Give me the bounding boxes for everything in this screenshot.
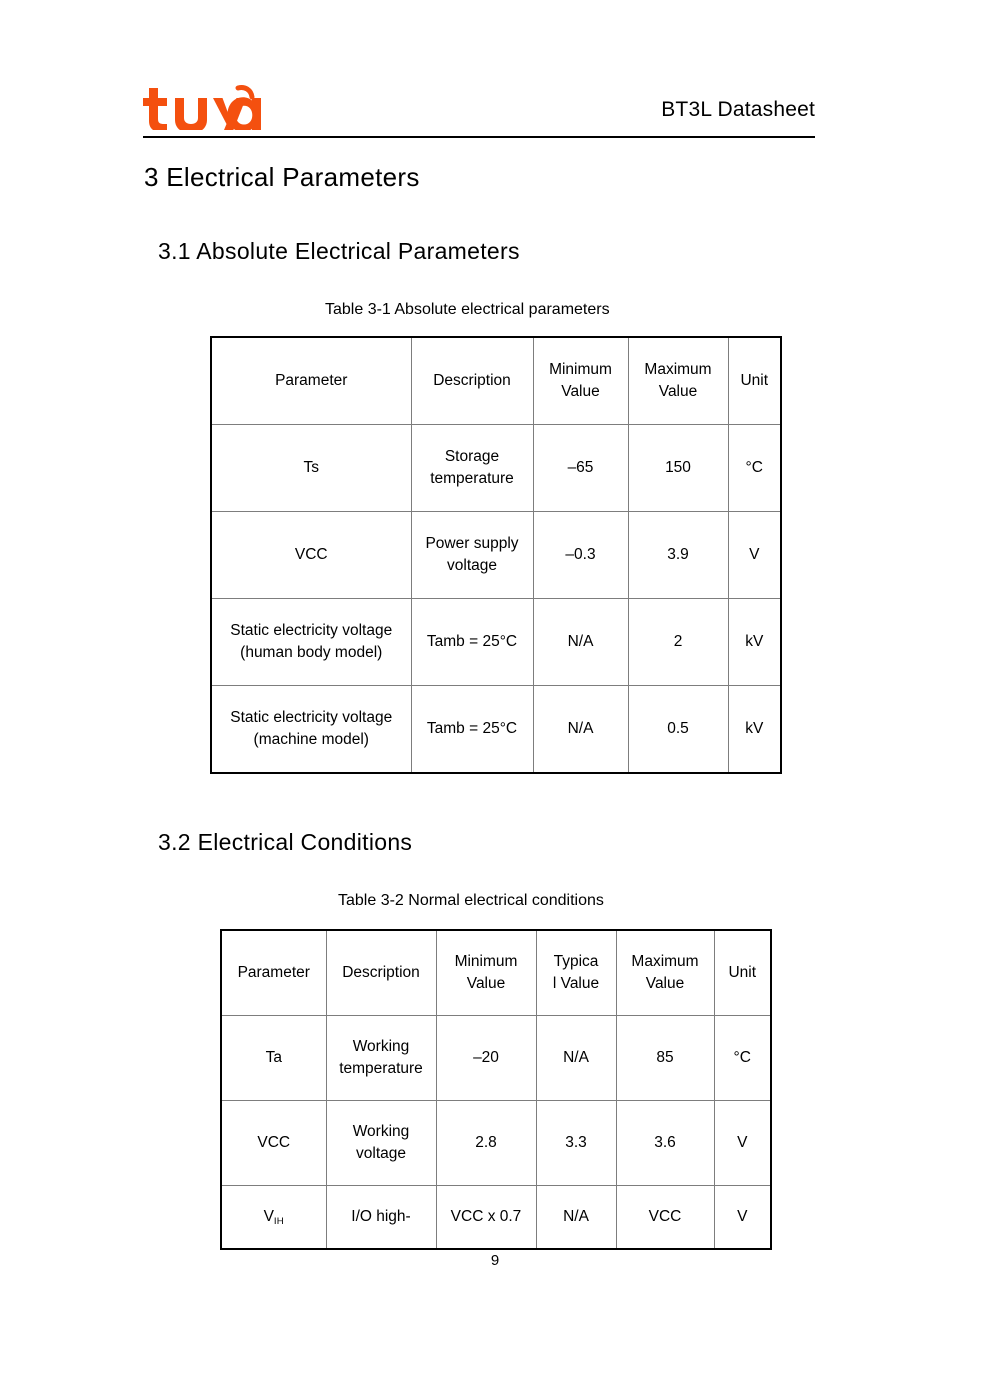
- header-line-1: Unit: [728, 963, 757, 981]
- header-line-1: Unit: [740, 371, 769, 389]
- table-row: [211, 512, 781, 599]
- cell-typical: N/A: [536, 1016, 616, 1101]
- page-header: [143, 72, 815, 138]
- cell-parameter: Ta: [221, 1016, 326, 1101]
- table-2-caption: Table 3-2 Normal electrical conditions: [338, 892, 604, 909]
- cell-description: Tamb = 25°C: [411, 599, 533, 686]
- header-cell-maximum-value: [616, 930, 714, 1016]
- cell-line-2: temperature: [339, 1060, 423, 1077]
- cell-parameter: [211, 686, 411, 774]
- header-line-1: Parameter: [275, 371, 348, 389]
- cell-description: [326, 1101, 436, 1186]
- cell-unit: V: [728, 512, 781, 599]
- cell-description: I/O high-: [326, 1186, 436, 1250]
- cell-minimum: 2.8: [436, 1101, 536, 1186]
- header-line-1: Parameter: [237, 963, 310, 981]
- cell-minimum: –65: [533, 425, 628, 512]
- cell-typical: 3.3: [536, 1101, 616, 1186]
- table-1-caption: Table 3-1 Absolute electrical parameters: [325, 301, 610, 318]
- cell-maximum: 3.6: [616, 1101, 714, 1186]
- header-cell-parameter: [211, 337, 411, 425]
- page-number: 9: [490, 1252, 500, 1269]
- cell-parameter: [211, 599, 411, 686]
- header-line-1: Minimum: [454, 952, 518, 970]
- cell-description: [411, 512, 533, 599]
- cell-unit: V: [714, 1186, 771, 1250]
- header-cell-description: [411, 337, 533, 425]
- cell-line-1: Working: [352, 1122, 410, 1140]
- cell-unit: °C: [714, 1016, 771, 1101]
- header-cell-parameter: [221, 930, 326, 1016]
- cell-description: Tamb = 25°C: [411, 686, 533, 774]
- header-line-2: l Value: [552, 975, 600, 992]
- header-line-2: Value: [561, 383, 600, 400]
- cell-unit: kV: [728, 686, 781, 774]
- cell-line-1: Working: [352, 1037, 410, 1055]
- header-line-1: Maximum: [644, 360, 712, 378]
- cell-minimum: –0.3: [533, 512, 628, 599]
- cell-parameter-subscript: IH: [273, 1215, 284, 1227]
- header-line-1: Maximum: [631, 952, 699, 970]
- cell-minimum: N/A: [533, 686, 628, 774]
- cell-maximum: 2: [628, 599, 728, 686]
- header-cell-unit: [728, 337, 781, 425]
- header-line-1: Typica: [553, 952, 599, 970]
- table-row: [211, 425, 781, 512]
- heading-section-3-2: 3.2 Electrical Conditions: [158, 829, 413, 855]
- cell-description: [326, 1016, 436, 1101]
- cell-minimum: VCC x 0.7: [436, 1186, 536, 1250]
- table-row: [221, 1186, 771, 1250]
- cell-line-1: Power supply: [425, 534, 519, 552]
- header-cell-typical-value: [536, 930, 616, 1016]
- header-cell-description: [326, 930, 436, 1016]
- cell-parameter: VCC: [221, 1101, 326, 1186]
- cell-parameter-symbol: V: [263, 1207, 274, 1225]
- normal-electrical-conditions-table: [220, 929, 772, 1250]
- table-row: [211, 686, 781, 774]
- cell-maximum: 0.5: [628, 686, 728, 774]
- document-title: BT3L Datasheet: [661, 98, 815, 121]
- header-line-2: Value: [645, 975, 685, 992]
- table-header-row: [221, 930, 771, 1016]
- table-row: [211, 599, 781, 686]
- cell-unit: V: [714, 1101, 771, 1186]
- cell-line-2: (machine model): [253, 731, 369, 748]
- header-line-2: Value: [658, 383, 698, 400]
- cell-line-1: Static electricity voltage: [230, 621, 393, 639]
- header-cell-unit: [714, 930, 771, 1016]
- cell-minimum: –20: [436, 1016, 536, 1101]
- header-cell-minimum-value: [436, 930, 536, 1016]
- header-line-2: Value: [466, 975, 506, 992]
- cell-line-2: voltage: [356, 1145, 406, 1162]
- cell-parameter: [221, 1186, 326, 1250]
- cell-line-1: Storage: [444, 447, 500, 465]
- cell-line-1: Static electricity voltage: [230, 708, 393, 726]
- cell-description: [411, 425, 533, 512]
- cell-maximum: 85: [616, 1016, 714, 1101]
- header-line-1: Description: [342, 963, 420, 981]
- header-cell-maximum-value: [628, 337, 728, 425]
- tuya-logo: [143, 74, 263, 130]
- cell-minimum: N/A: [533, 599, 628, 686]
- cell-parameter: [211, 425, 411, 512]
- heading-section-3: 3 Electrical Parameters: [144, 162, 420, 192]
- cell-unit: °C: [728, 425, 781, 512]
- cell-maximum: VCC: [616, 1186, 714, 1250]
- absolute-electrical-parameters-table: [210, 336, 782, 774]
- header-line-1: Minimum: [549, 360, 612, 378]
- cell-parameter: [211, 512, 411, 599]
- table-row: [221, 1101, 771, 1186]
- heading-section-3-1: 3.1 Absolute Electrical Parameters: [158, 238, 520, 264]
- cell-maximum: 3.9: [628, 512, 728, 599]
- cell-unit: kV: [728, 599, 781, 686]
- header-line-1: Description: [433, 371, 511, 389]
- cell-typical: N/A: [536, 1186, 616, 1250]
- table-header-row: [211, 337, 781, 425]
- cell-line-2: voltage: [447, 557, 497, 574]
- cell-line-2: (human body model): [240, 644, 383, 661]
- cell-maximum: 150: [628, 425, 728, 512]
- cell-line-1: VCC: [294, 545, 328, 563]
- cell-line-1: Ts: [303, 458, 319, 476]
- header-cell-minimum-value: [533, 337, 628, 425]
- cell-line-2: temperature: [430, 470, 514, 487]
- table-row: [221, 1016, 771, 1101]
- header-divider: [143, 136, 815, 138]
